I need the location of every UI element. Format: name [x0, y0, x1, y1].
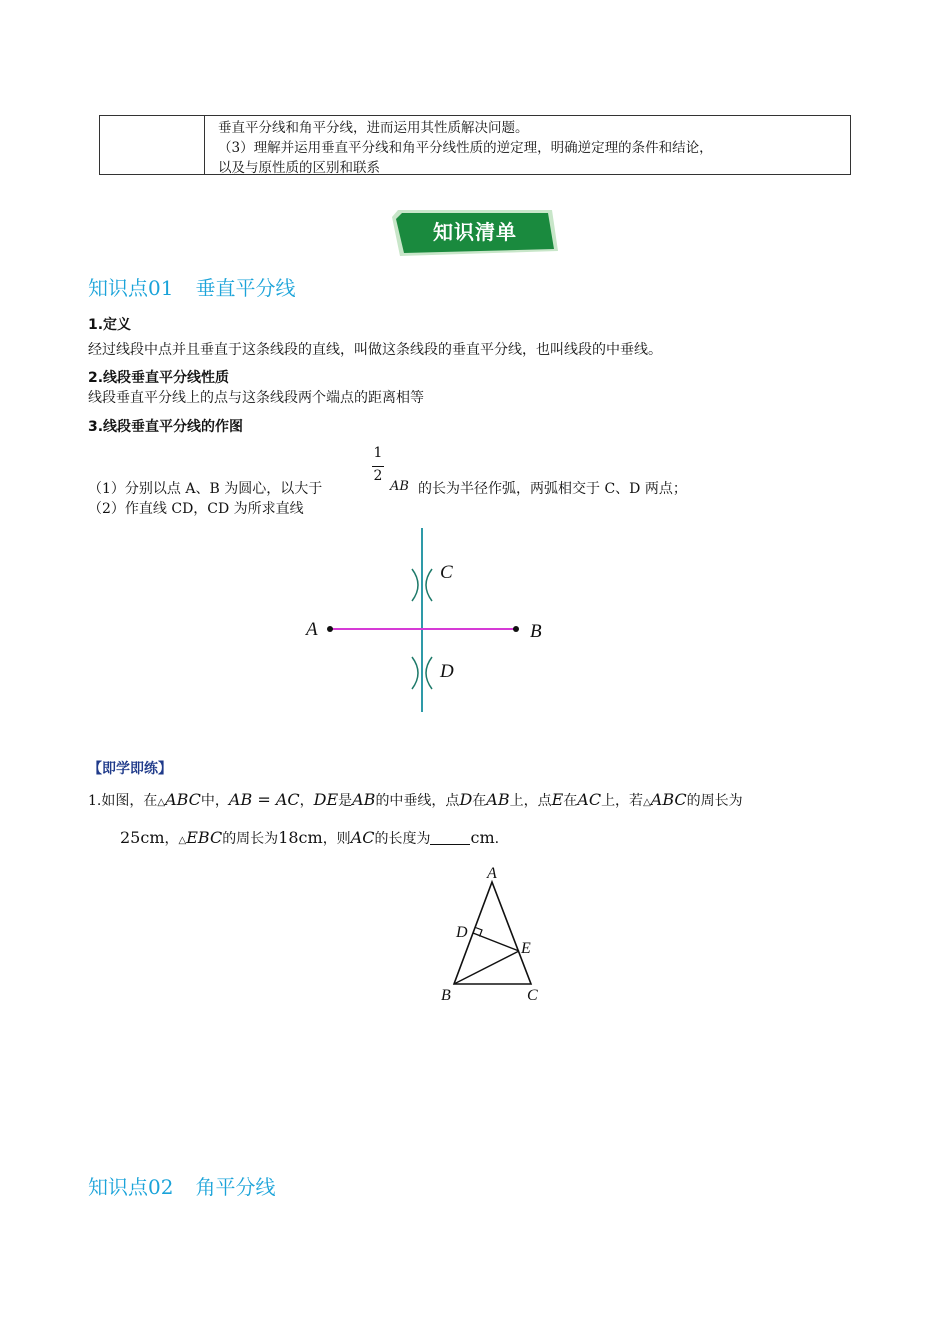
q1-text: 的周长为: [222, 831, 279, 847]
q1-ac: AC: [350, 828, 375, 847]
q1-text: 在: [563, 793, 578, 809]
tri-label-b: B: [441, 987, 451, 1004]
q1-text: .: [494, 831, 500, 847]
arc-upper-right: [426, 569, 432, 601]
fraction-bar: [372, 466, 384, 467]
q1-abc: ABC: [165, 790, 201, 809]
question-1-line-2: [120, 828, 499, 848]
q1-unit: cm: [470, 828, 495, 847]
table-line-3: 以及与原性质的区别和联系: [218, 160, 380, 176]
point-a: [327, 626, 333, 632]
kp1-number: 知识点01: [88, 276, 174, 300]
q1-text: 1.如图，在: [88, 793, 158, 809]
kp2-number: 知识点02: [88, 1175, 174, 1199]
construction-step-1a: （1）分别以点 A、B 为圆心，以大于: [88, 481, 323, 497]
answer-blank[interactable]: [430, 830, 470, 845]
q1-ac: AC: [577, 790, 602, 809]
q1-text: 的长度为: [374, 831, 431, 847]
q1-text: 中，: [200, 793, 229, 809]
tri-label-a: A: [487, 865, 497, 882]
construction-heading: 3.线段垂直平分线的作图: [88, 419, 244, 435]
q1-ab: AB: [486, 790, 510, 809]
q1-perimeter-ebc: 18cm: [278, 828, 323, 847]
q1-equation: AB = AC: [228, 790, 300, 809]
property-text: 线段垂直平分线上的点与这条线段两个端点的距离相等: [88, 390, 424, 406]
kp1-name: 垂直平分线: [195, 276, 296, 300]
q1-text: ，: [299, 793, 314, 809]
banner-title: 知识清单: [433, 220, 517, 244]
kp2-name: 角平分线: [195, 1175, 276, 1199]
construction-step-2: （2）作直线 CD，CD 为所求直线: [88, 501, 304, 517]
q1-abc: ABC: [650, 790, 687, 809]
q1-text: 在: [472, 793, 487, 809]
q1-ab: AB: [352, 790, 376, 809]
table-left-cell: [100, 116, 205, 174]
triangle-symbol: △: [178, 835, 187, 846]
label-d: D: [440, 661, 454, 682]
tri-label-c: C: [527, 987, 538, 1004]
label-c: C: [440, 562, 453, 583]
arc-lower-left: [412, 657, 418, 689]
q1-e: E: [551, 790, 564, 809]
question-1-line-1: [88, 790, 743, 810]
practice-label: 【即学即练】: [88, 761, 172, 777]
q1-de: DE: [313, 790, 339, 809]
arc-upper-left: [412, 569, 418, 601]
q1-text: 是: [338, 793, 353, 809]
arc-lower-right: [426, 657, 432, 689]
triangle-figure: [435, 860, 555, 1010]
q1-text: 的周长为: [686, 793, 743, 809]
tri-label-e: E: [521, 940, 531, 957]
q1-text: 上，若: [601, 793, 644, 809]
triangle-symbol: △: [157, 797, 166, 808]
point-b: [513, 626, 519, 632]
label-a: A: [306, 619, 318, 640]
fraction-denominator: 2: [373, 468, 383, 484]
perpendicular-bisector-figure: [290, 525, 560, 715]
definition-heading: 1.定义: [88, 317, 132, 333]
label-b: B: [530, 621, 542, 642]
table-line-2: （3）理解并运用垂直平分线和角平分线性质的逆定理，明确逆定理的条件和结论，: [218, 140, 713, 156]
fraction-numerator: 1: [373, 445, 383, 461]
q1-text: ，则: [322, 831, 351, 847]
construction-step-1b: 的长为半径作弧，两弧相交于 C、D 两点；: [418, 481, 687, 497]
definition-text: 经过线段中点并且垂直于这条线段的直线，叫做这条线段的垂直平分线，也叫线段的中垂线。: [88, 342, 662, 358]
q1-ebc: EBC: [186, 828, 223, 847]
q1-text: 的中垂线，点: [375, 793, 460, 809]
q1-text: 上，点: [509, 793, 552, 809]
knowledge-list-banner: [392, 207, 558, 257]
q1-d: D: [459, 790, 473, 809]
property-heading: 2.线段垂直平分线性质: [88, 370, 230, 386]
knowledge-point-02-title: [88, 1171, 275, 1200]
tri-label-d: D: [456, 924, 468, 941]
table-right-cell: [205, 116, 850, 174]
fraction-variable: AB: [390, 479, 409, 494]
q1-text: ，: [164, 831, 179, 847]
table-line-1: 垂直平分线和角平分线，进而运用其性质解决问题。: [218, 120, 529, 136]
q1-perimeter-abc: 25cm: [120, 828, 165, 847]
knowledge-point-01-title: [88, 272, 295, 301]
objectives-table: [99, 115, 851, 175]
triangle-symbol: △: [643, 797, 651, 808]
